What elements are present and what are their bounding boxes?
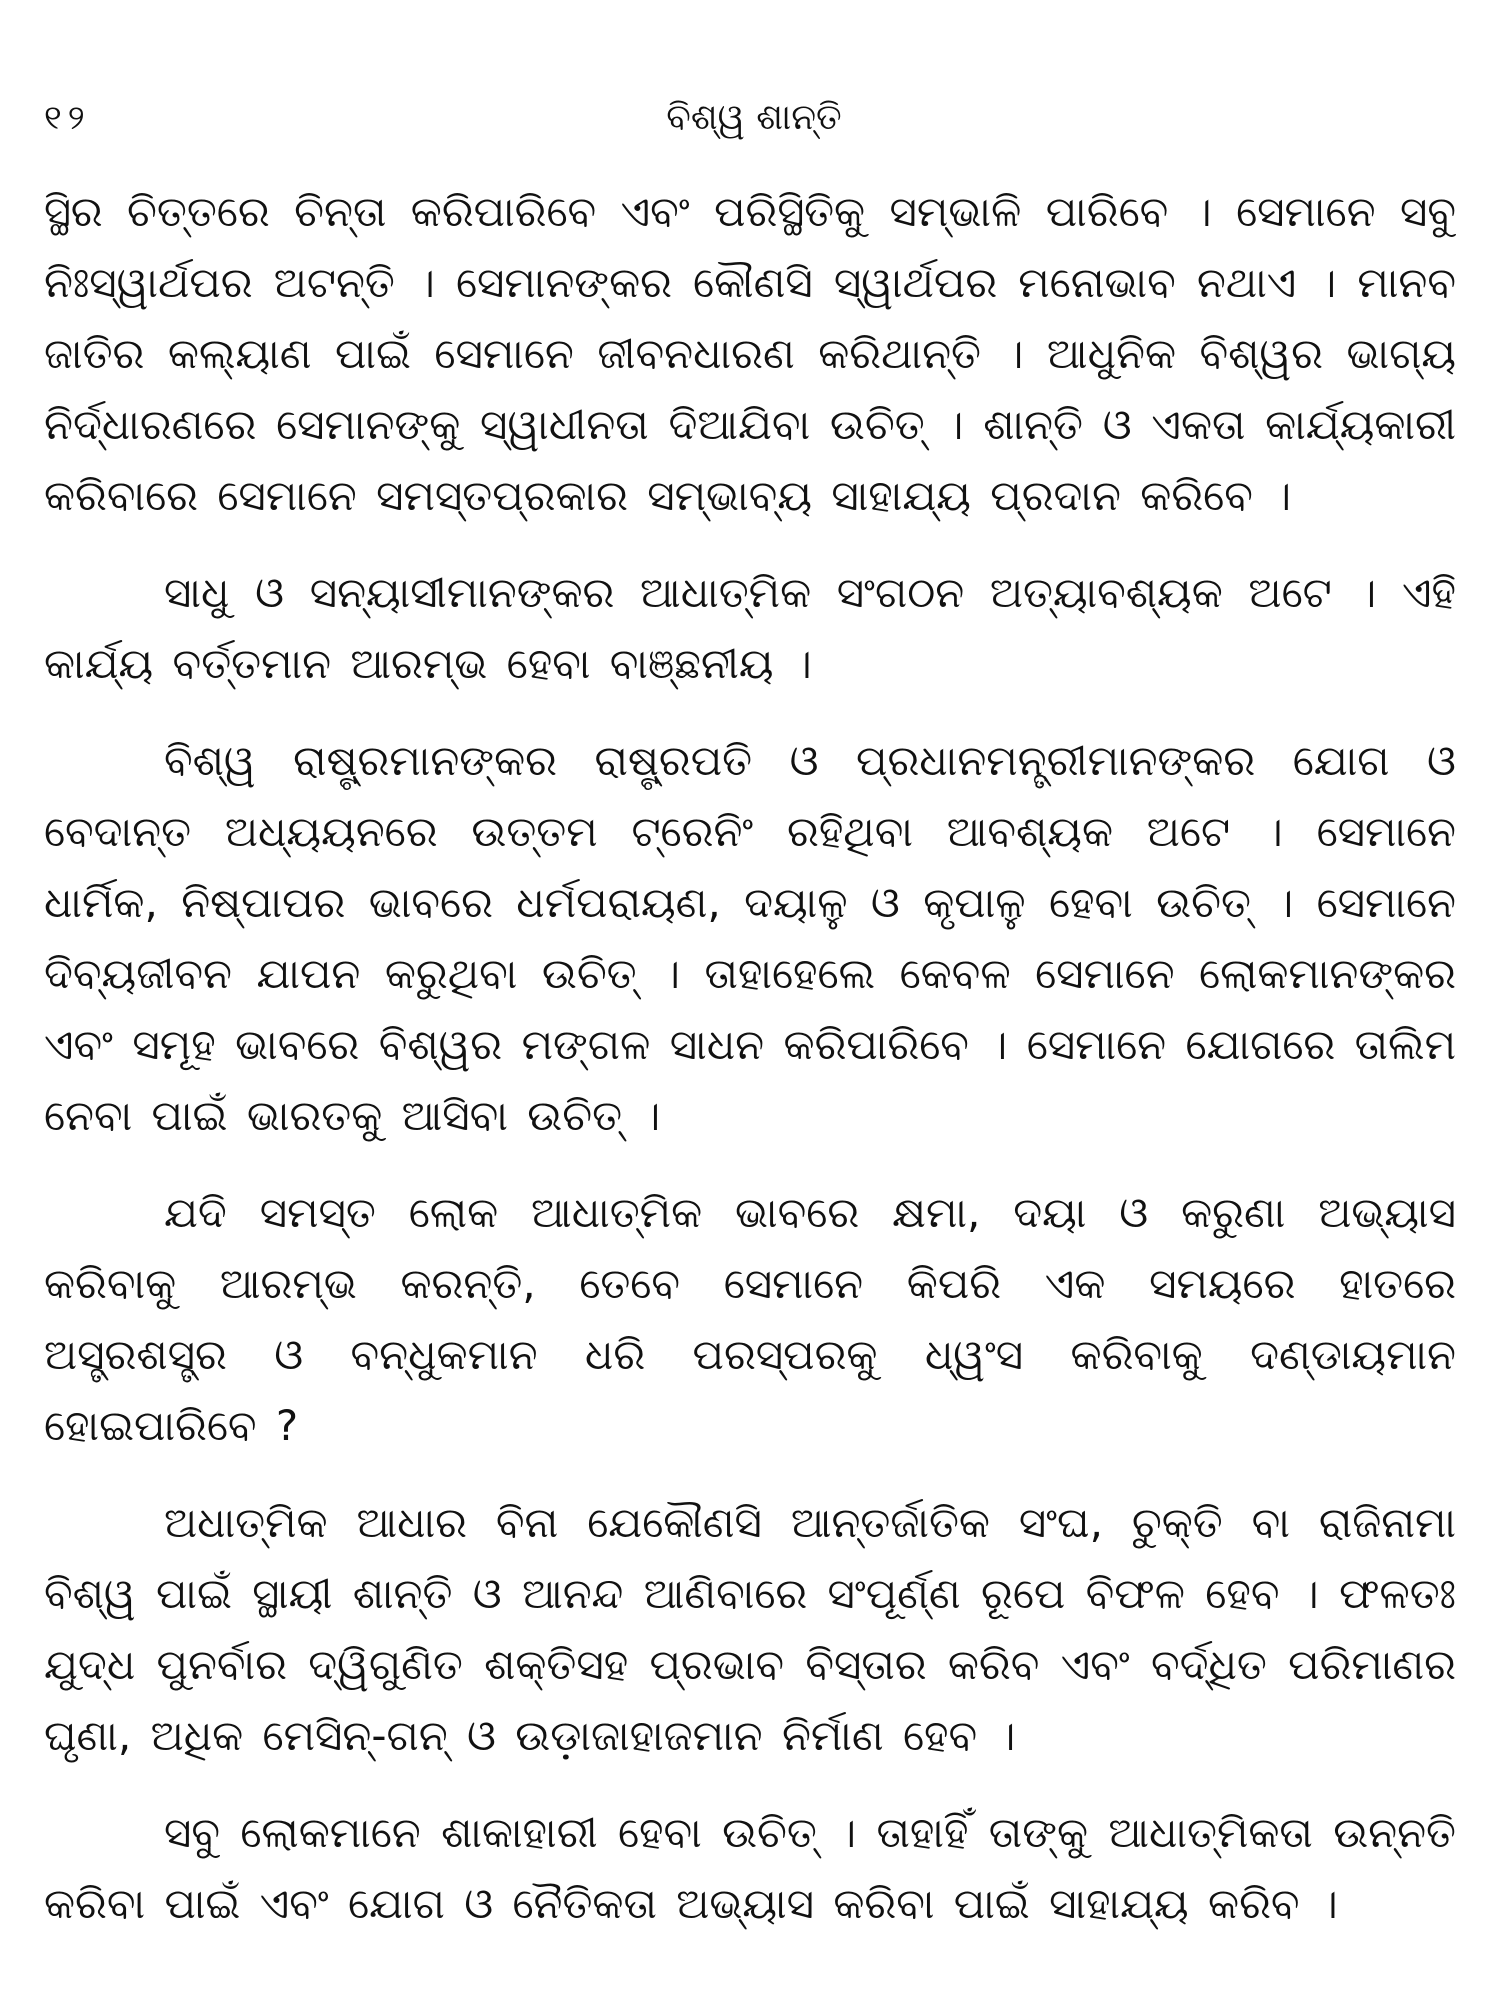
- page-header: [44, 88, 1464, 148]
- page-number: ୧୨: [44, 98, 91, 138]
- body-text: [44, 176, 1456, 1965]
- paragraph: ସ୍ଥିର ଚିତ୍ତରେ ଚିନ୍ତା କରିପାରିବେ ଏବଂ ପରିସ୍ଥିତିକୁ ସମ୍ଭାଳି ପାରିବେ । ସେମାନେ ସବୁ ନିଃସ୍ୱାର୍ଥପର ଅଟନ୍ତି । ସେମାନଙ୍କର କୌଣସି ସ୍ୱାର୍ଥପର ମନୋଭାବ ନଥାଏ । ମାନବ ଜାତିର କଲ୍ୟାଣ ପାଇଁ ସେମାନେ ଜୀବନଧାରଣ କରିଥାନ୍ତି । ଆଧୁନିକ ବିଶ୍ୱର ଭାଗ୍ୟ ନିର୍ଦ୍ଧାରଣରେ ସେମାନଙ୍କୁ ସ୍ୱାଧୀନତା ଦିଆଯିବା ଉଚିତ୍ । ଶାନ୍ତି ଓ ଏକତା କାର୍ଯ୍ୟକାରୀ କରିବାରେ ସେମାନେ ସମସ୍ତପ୍ରକାର ସମ୍ଭାବ୍ୟ ସାହାଯ୍ୟ ପ୍ରଦାନ କରିବେ ।: [44, 187, 1456, 520]
- paragraph: ଯଦି ସମସ୍ତ ଲୋକ ଆଧାତ୍ମିକ ଭାବରେ କ୍ଷମା, ଦୟା ଓ କରୁଣା ଅଭ୍ୟାସ କରିବାକୁ ଆରମ୍ଭ କରନ୍ତି, ତେବେ ସେମାନେ କିପରି ଏକ ସମୟରେ ହାତରେ ଅସ୍ତ୍ରଶସ୍ତ୍ର ଓ ବନ୍ଧୁକମାନ ଧରି ପରସ୍ପରକୁ ଧ୍ୱଂସ କରିବାକୁ ଦଣ୍ଡାୟମାନ ହୋଇପାରିବେ ?: [44, 1188, 1456, 1450]
- paragraph: ସାଧୁ ଓ ସନ୍ୟାସୀମାନଙ୍କର ଆଧାତ୍ମିକ ସଂଗଠନ ଅତ୍ୟାବଶ୍ୟକ ଅଟେ । ଏହି କାର୍ଯ୍ୟ ବର୍ତ୍ତମାନ ଆରମ୍ଭ ହେବା ବାଞ୍ଛନୀୟ ।: [44, 568, 1456, 688]
- running-title: ବିଶ୍ୱ ଶାନ୍ତି: [666, 97, 842, 138]
- paragraph: ବିଶ୍ୱ ରାଷ୍ଟ୍ରମାନଙ୍କର ରାଷ୍ଟ୍ରପତି ଓ ପ୍ରଧାନମନ୍ତ୍ରୀମାନଙ୍କର ଯୋଗ ଓ ବେଦାନ୍ତ ଅଧ୍ୟୟନରେ ଉତ୍ତମ ଟ୍ରେନିଂ ରହିଥିବା ଆବଶ୍ୟକ ଅଟେ । ସେମାନେ ଧାର୍ମିକ, ନିଷ୍ପାପର ଭାବରେ ଧର୍ମପରାୟଣ, ଦୟାଳୁ ଓ କୃପାଳୁ ହେବା ଉଚିତ୍ । ସେମାନେ ଦିବ୍ୟଜୀବନ ଯାପନ କରୁଥିବା ଉଚିତ୍ । ତାହାହେଲେ କେବଳ ସେମାନେ ଲୋକମାନଙ୍କର ଏବଂ ସମୂହ ଭାବରେ ବିଶ୍ୱର ମଙ୍ଗଳ ସାଧନ କରିପାରିବେ । ସେମାନେ ଯୋଗରେ ତାଲିମ ନେବା ପାଇଁ ଭାରତକୁ ଆସିବା ଉଚିତ୍ ।: [44, 736, 1456, 1140]
- paragraph: ଅଧାତ୍ମିକ ଆଧାର ବିନା ଯେକୌଣସି ଆନ୍ତର୍ଜାତିକ ସଂଘ, ଚୁକ୍ତି ବା ରାଜିନାମା ବିଶ୍ୱ ପାଇଁ ସ୍ଥାୟୀ ଶାନ୍ତି ଓ ଆନନ୍ଦ ଆଣିବାରେ ସଂପୂର୍ଣ୍ଣ ରୂପେ ବିଫଳ ହେବ । ଫଳତଃ ଯୁଦ୍ଧ ପୁନର୍ବାର ଦ୍ୱିଗୁଣିତ ଶକ୍ତିସହ ପ୍ରଭାବ ବିସ୍ତାର କରିବ ଏବଂ ବର୍ଦ୍ଧିତ ପରିମାଣର ଘୃଣା, ଅଧିକ ମେସିନ୍-ଗନ୍ ଓ ଉଡ଼ାଜାହାଜମାନ ନିର୍ମାଣ ହେବ ।: [44, 1498, 1456, 1760]
- paragraph: ସବୁ ଲୋକମାନେ ଶାକାହାରୀ ହେବା ଉଚିତ୍ । ତାହାହିଁ ତାଙ୍କୁ ଆଧାତ୍ମିକତା ଉନ୍ନତି କରିବା ପାଇଁ ଏବଂ ଯୋଗ ଓ ନୈତିକତା ଅଭ୍ୟାସ କରିବା ପାଇଁ ସାହାଯ୍ୟ କରିବ ।: [44, 1808, 1456, 1928]
